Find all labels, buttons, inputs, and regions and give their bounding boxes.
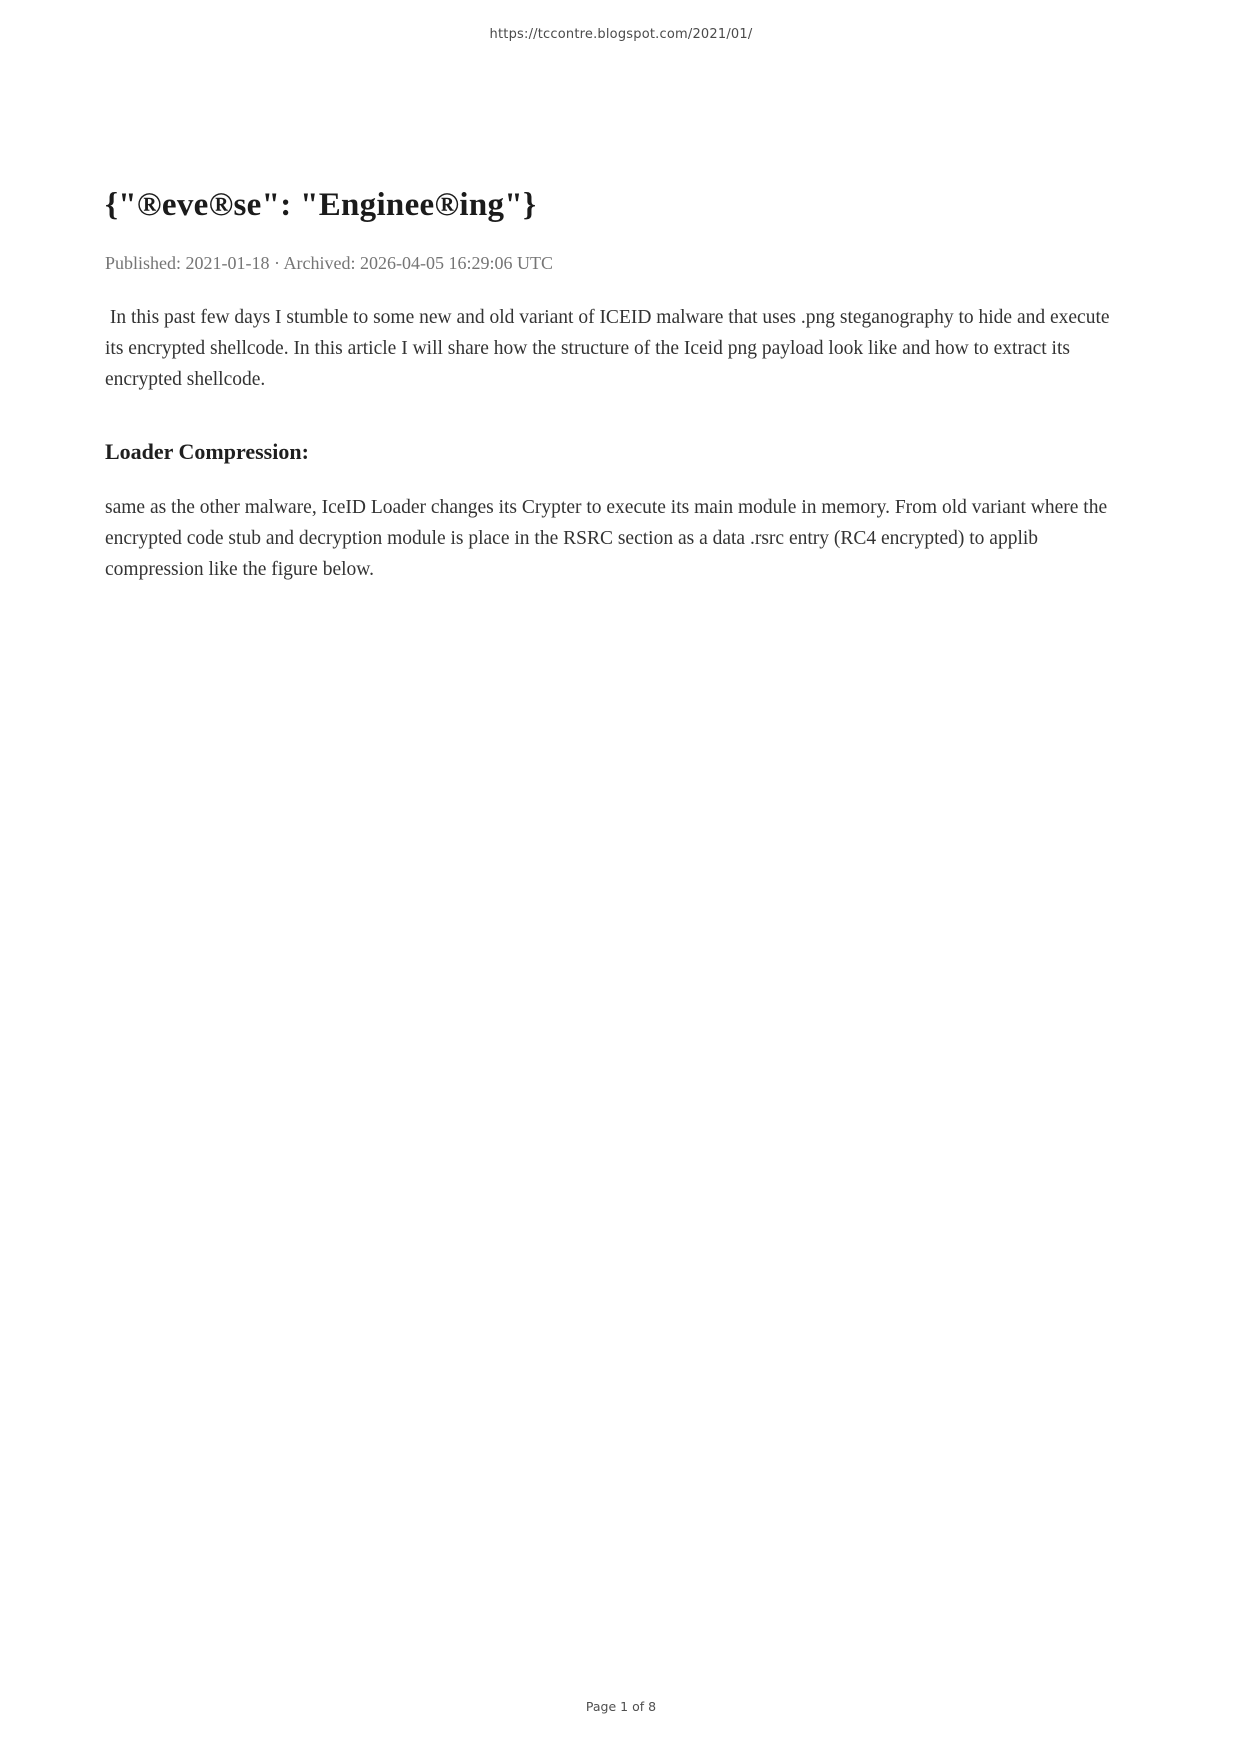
article-content [105, 186, 1115, 604]
paragraph-loader-compression: same as the other malware, IceID Loader changes its Crypter to execute its main module in memory. From old variant where the encrypted code stub and decryption module is place in the RSRC section as a data .rsrc entry (RC4 encrypted) to applib compression like the figure below. [105, 496, 1108, 580]
article-title: {"®eve®se": "Enginee®ing"} [105, 187, 537, 223]
page-number: Page 1 of 8 [585, 1699, 657, 1714]
meta-separator: · [274, 252, 280, 273]
section-heading-loader-compression: Loader Compression: [105, 438, 309, 464]
published-date: Published: 2021-01-18 [105, 252, 270, 273]
page-url: https://tccontre.blogspot.com/2021/01/ [489, 27, 753, 42]
archived-timestamp: Archived: 2026-04-05 16:29:06 UTC [283, 252, 553, 273]
publish-meta [105, 253, 1115, 274]
paragraph-intro: In this past few days I stumble to some new and old variant of ICEID malware that uses .png steganography to hide and execute its encrypted shellcode. In this article I will share how the structure of the Iceid png payload look like and how to extract its encrypted shellcode. [105, 306, 1115, 390]
